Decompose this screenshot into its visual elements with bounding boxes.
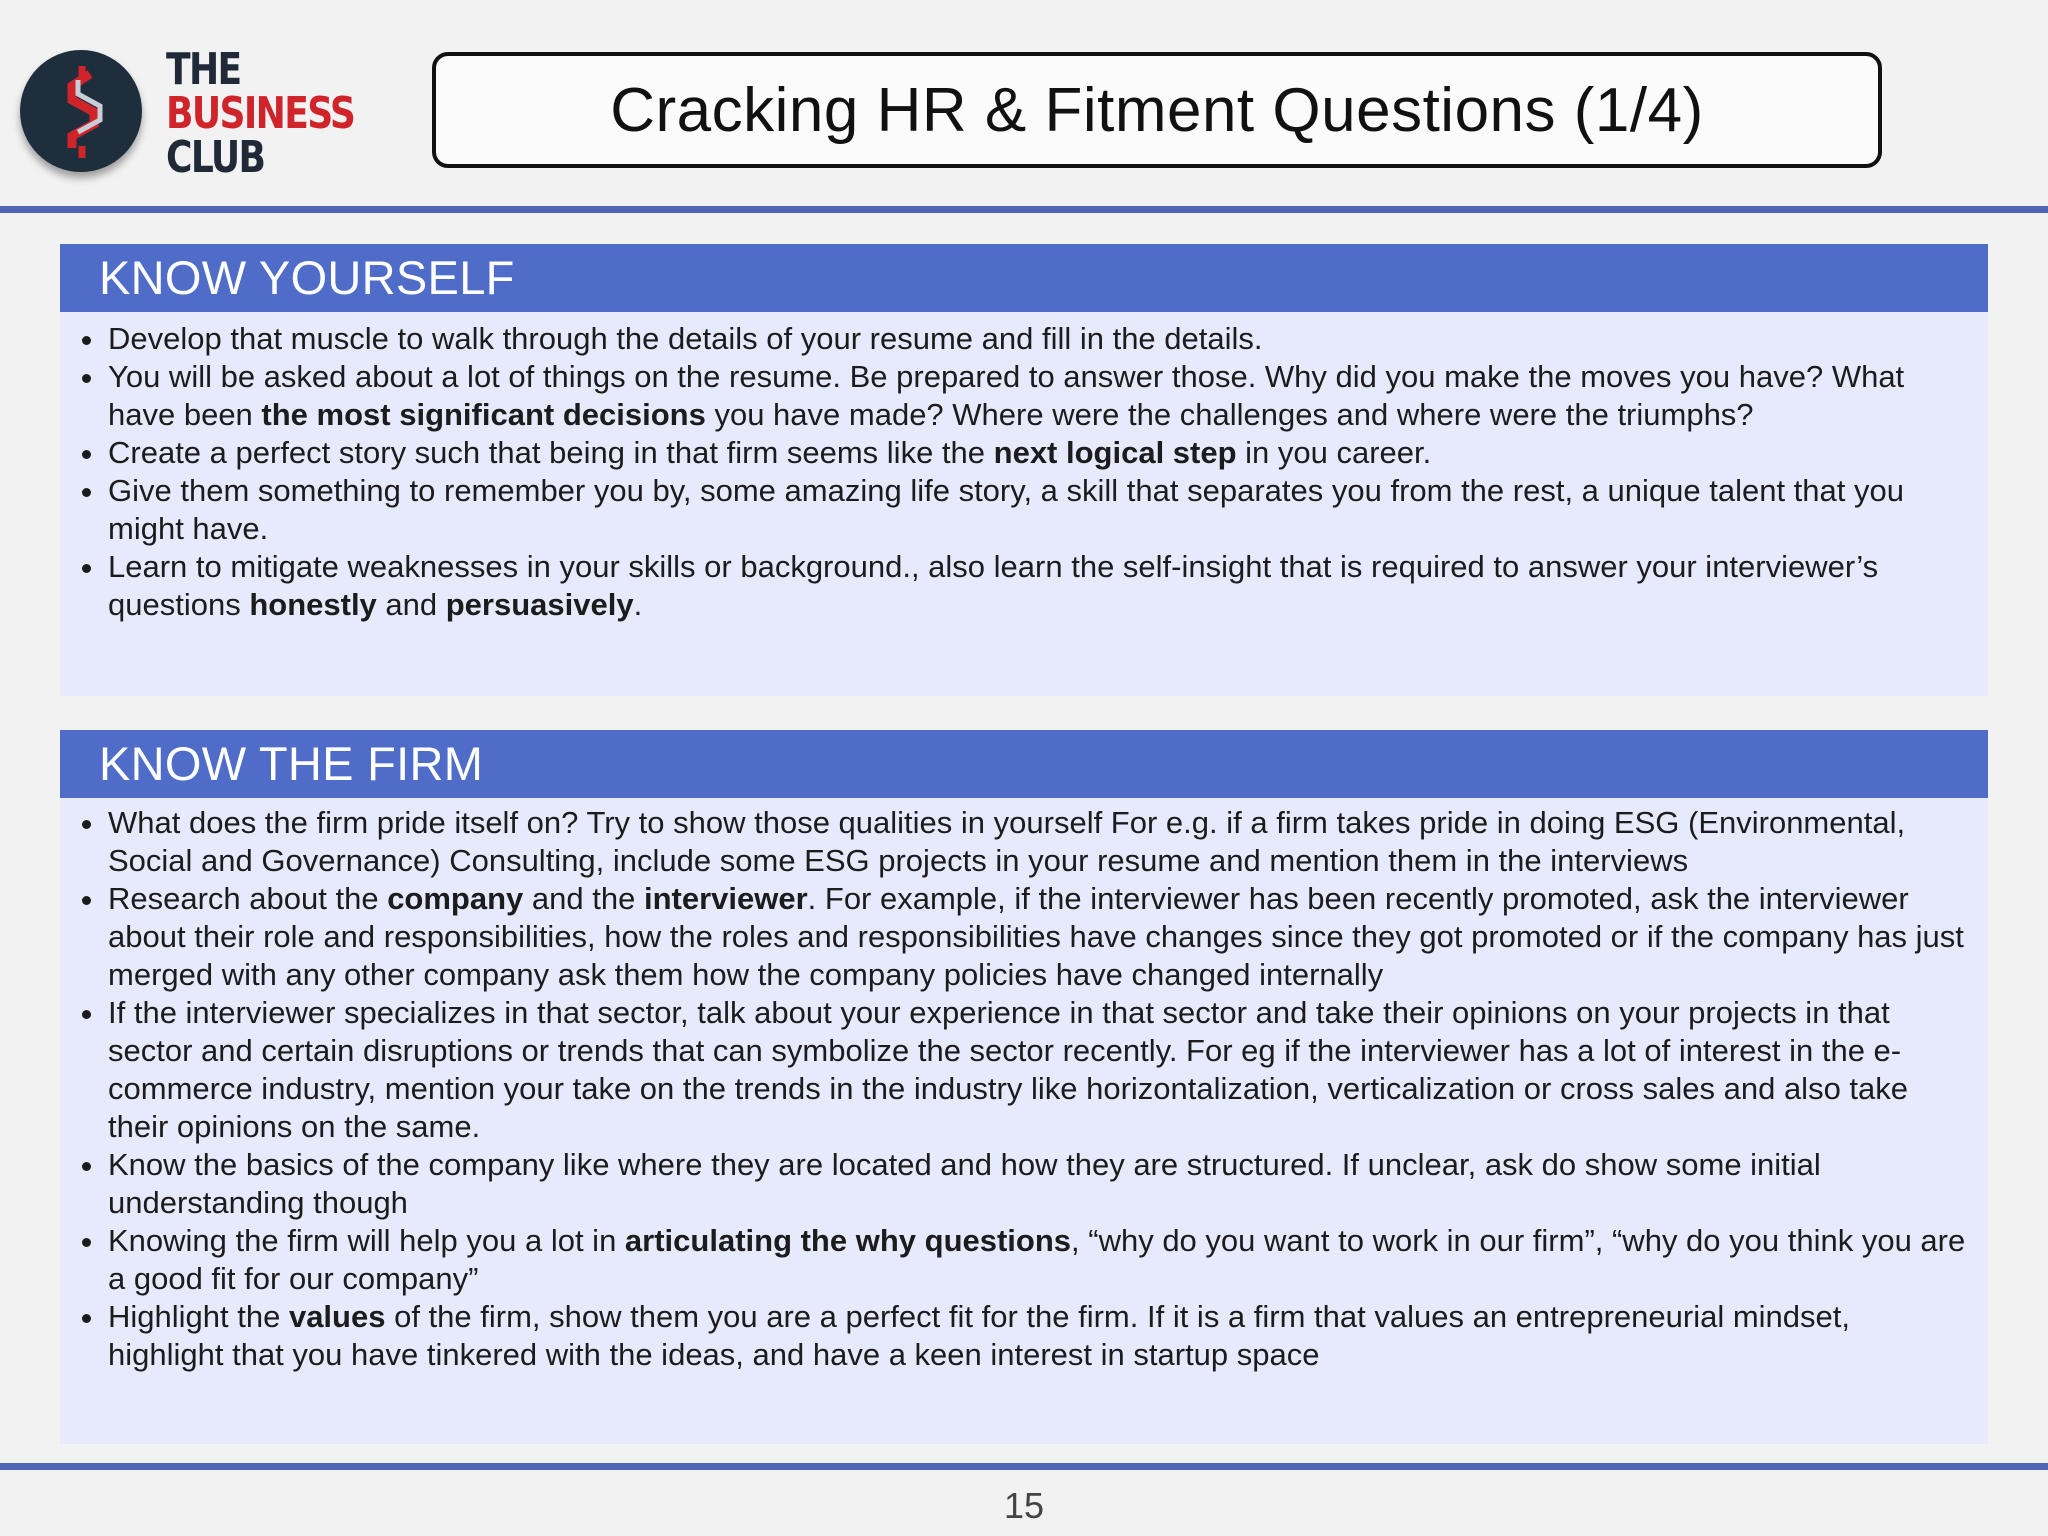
list-item: Give them something to remember you by, some amazing life story, a skill that separates you from the rest, a unique talent that you might have.	[108, 472, 1988, 548]
section-heading: KNOW THE FIRM	[60, 730, 1988, 798]
brand-line-club: CLUB	[166, 132, 265, 183]
list-item: Create a perfect story such that being in that firm seems like the next logical step in you career.	[108, 434, 1988, 472]
list-item: Know the basics of the company like where they are located and how they are structured. If unclear, ask do show some initial understanding though	[108, 1146, 1988, 1222]
list-item: Research about the company and the interviewer. For example, if the interviewer has been recently promoted, ask the interviewer about their role and responsibilities, how the roles and responsibilities have changes since they got promoted or if the company has just merged with any other company ask them how the company policies have changed internally	[108, 880, 1988, 994]
section-know-the-firm	[60, 730, 1988, 1444]
list-item: If the interviewer specializes in that sector, talk about your experience in that sector and take their opinions on your projects in that sector and certain disruptions or trends that can symbolize the sector recently. For eg if the interviewer has a lot of interest in the e-commerce industry, mention your take on the trends in the industry like horizontalization, verticalization or cross sales and also take their opinions on the same.	[108, 994, 1988, 1146]
bullet-list	[60, 312, 1988, 624]
page-number: 15	[1003, 1485, 1045, 1526]
dollar-sign-icon	[20, 50, 142, 172]
section-know-yourself	[60, 244, 1988, 696]
header-divider	[0, 206, 2048, 213]
bullet-list	[60, 798, 1988, 1374]
section-heading: KNOW YOURSELF	[60, 244, 1988, 312]
list-item: Develop that muscle to walk through the details of your resume and fill in the details.	[108, 320, 1988, 358]
list-item: You will be asked about a lot of things on the resume. Be prepared to answer those. Why did you make the moves you have? What have been the most significant decisions you have made? Where were the challenges and where were the triumphs?	[108, 358, 1988, 434]
list-item: Knowing the firm will help you a lot in articulating the why questions, “why do you want to work in our firm”, “why do you think you are a good fit for our company”	[108, 1222, 1988, 1298]
list-item: What does the firm pride itself on? Try to show those qualities in yourself For e.g. if a firm takes pride in doing ESG (Environmental, Social and Governance) Consulting, include some ESG projects in your resume and mention them in the interviews	[108, 804, 1988, 880]
footer-divider	[0, 1463, 2048, 1470]
brand-wordmark	[166, 44, 355, 183]
page-title: Cracking HR & Fitment Questions (1/4)	[610, 75, 1704, 145]
brand-line-business: BUSINESS	[166, 88, 355, 139]
brand-line-the: THE	[166, 44, 241, 95]
list-item: Highlight the values of the firm, show them you are a perfect fit for the firm. If it is a firm that values an entrepreneurial mindset, highlight that you have tinkered with the ideas, and have a keen interest in startup space	[108, 1298, 1988, 1374]
list-item: Learn to mitigate weaknesses in your skills or background., also learn the self-insight that is required to answer your interviewer’s questions honestly and persuasively.	[108, 548, 1988, 624]
title-box	[432, 52, 1882, 168]
logo-emblem	[20, 50, 142, 172]
